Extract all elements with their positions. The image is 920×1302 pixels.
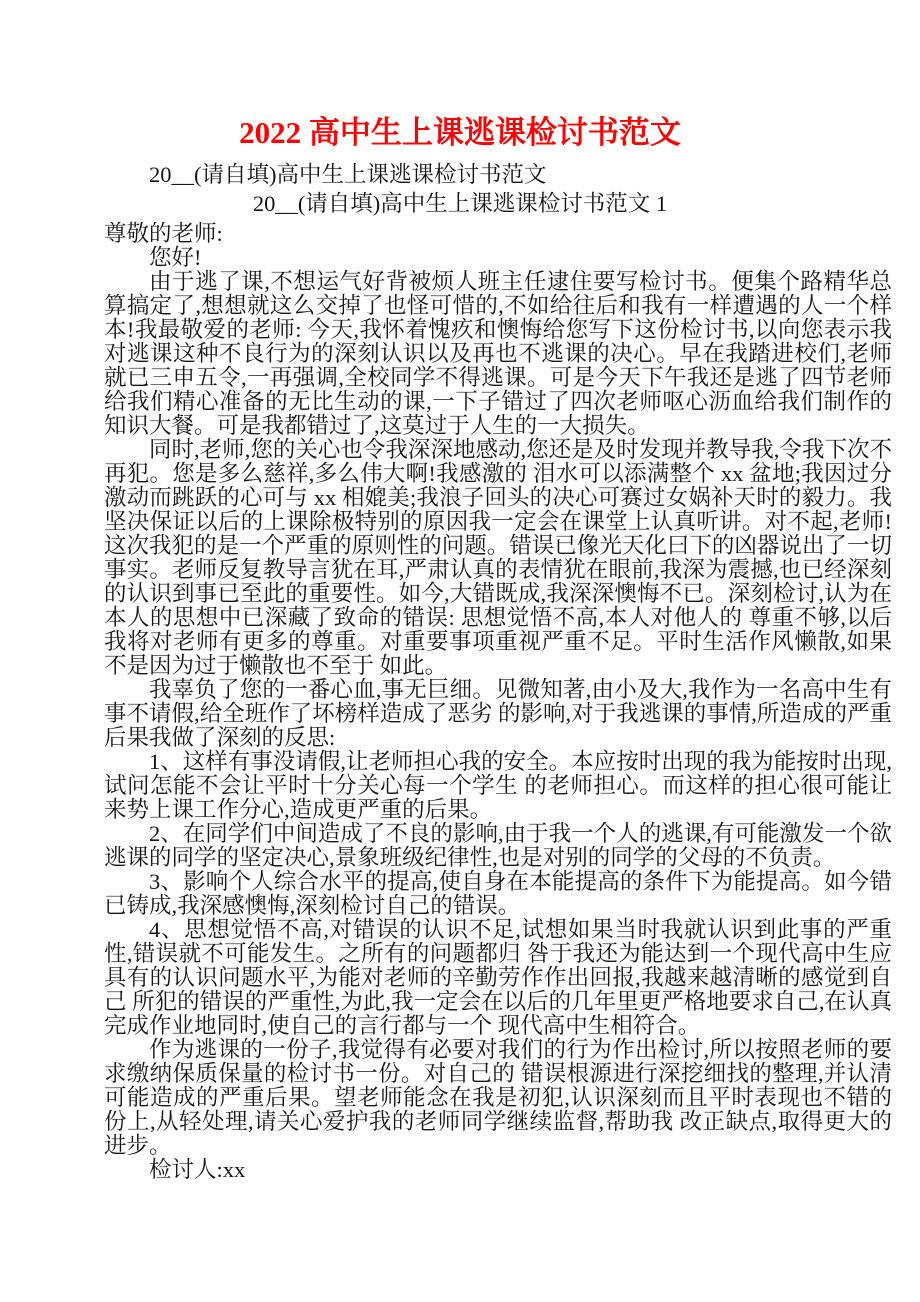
document-subtitle-numbered: 20__(请自填)高中生上课逃课检讨书范文 1 <box>252 191 668 216</box>
paragraph-remorse: 同时,老师,您的关心也令我深深地感动,您还是及时发现并教导我,令我下次不再犯。您是多么慈祥,多么伟大啊!我感激的 泪水可以添满整个 xx 盆地;我因过分激动而跳跃的心可与 xx 相媲美;我浪子回头的决心可赛过女娲补天时的毅力。我坚决保证以后的上课除极特别的原因我一定会在课堂上认真听讲。对不起,老师!这次我犯的是一个严重的原则性的问题。错误已像光天化曰下的凶器说出了一切事实。老师反复教导言犹在耳,严肃认真的表情犹在眼前,我深为震撼,也已经深刻的认识到事已至此的重要性。如今,大错既成,我深深懊悔不已。深刻检讨,认为在本人的思想中已深藏了致命的错误: 思想觉悟不高,本人对他人的 尊重不够,以后我将对老师有更多的尊重。对重要事项重视严重不足。平时生活作风懒散,如果不是因为过于懒散也不至于 如此。 <box>104 437 892 678</box>
paragraph-point-2: 2、在同学们中间造成了不良的影响,由于我一个人的逃课,有可能激发一个欲逃课的同学的坚定决心,景象班级纪律性,也是对别的同学的父母的不负责。 <box>104 821 892 870</box>
paragraph-point-1: 1、这样有事没请假,让老师担心我的安全。本应按时出现的我为能按时出现,试问怎能不会让平时十分关心每一个学生 的老师担心。而这样的担心很可能让来势上课工作分心,造成更严重的后果。 <box>104 749 892 822</box>
salutation: 尊敬的老师: <box>104 221 223 246</box>
signature-line: 检讨人:xx <box>149 1157 246 1182</box>
document-subtitle: 20__(请自填)高中生上课逃课检讨书范文 <box>149 162 547 187</box>
paragraph-point-4: 4、思想觉悟不高,对错误的认识不足,试想如果当时我就认识到此事的严重性,错误就不可能发生。之所有的问题都归 咎于我还为能达到一个现代高中生应具有的认识问题水平,为能对老师的辛勤劳作作出回报,我越来越清晰的感觉到自己 所犯的错误的严重性,为此,我一定会在以后的几年里更严格地要求自己,在认真完成作业地同时,使自己的言行都与一个 现代高中生相符合。 <box>104 917 892 1038</box>
document-title: 2022 高中生上课逃课检讨书范文 <box>239 115 681 150</box>
paragraph-reflection-lead: 我辜负了您的一番心血,事无巨细。见微知著,由小及大,我作为一名高中生有事不请假,给全班作了坏榜样造成了恶劣 的影响,对于我逃课的事情,所造成的严重后果我做了深刻的反思: <box>104 677 892 750</box>
paragraph-greeting: 您好! <box>149 245 202 270</box>
paragraph-intro: 由于逃了课,不想运气好背被烦人班主任逮住要写检讨书。便集个路精华总算搞定了,想想就这么交掉了也怪可惜的,不如给往后和我有一样遭遇的人一个样本!我最敬爱的老师: 今天,我怀着愧疚和懊悔给您写下这份检讨书,以向您表示我对逃课这种不良行为的深刻认识以及再也不逃课的决心。早在我踏进校们,老师就已三申五令,一再强调,全校同学不得逃课。可是今天下午我还是逃了四节老师给我们精心准备的无比生动的课,一下子错过了四次老师呕心沥血给我们制作的知识大餐。可是我都错过了,这莫过于人生的一大损失。 <box>104 269 892 438</box>
paragraph-point-3: 3、影响个人综合水平的提高,使自身在本能提高的条件下为能提高。如今错已铸成,我深感懊悔,深刻检讨自己的错误。 <box>104 869 892 918</box>
paragraph-closing: 作为逃课的一份子,我觉得有必要对我们的行为作出检讨,所以按照老师的要求缴纳保质保量的检讨书一份。对自己的 错误根源进行深挖细找的整理,并认清可能造成的严重后果。望老师能念在我是初犯,认识深刻而且平时表现也不错的份上,从轻处理,请关心爱护我的老师同学继续监督,帮助我 改正缺点,取得更大的进步。 <box>104 1037 892 1158</box>
